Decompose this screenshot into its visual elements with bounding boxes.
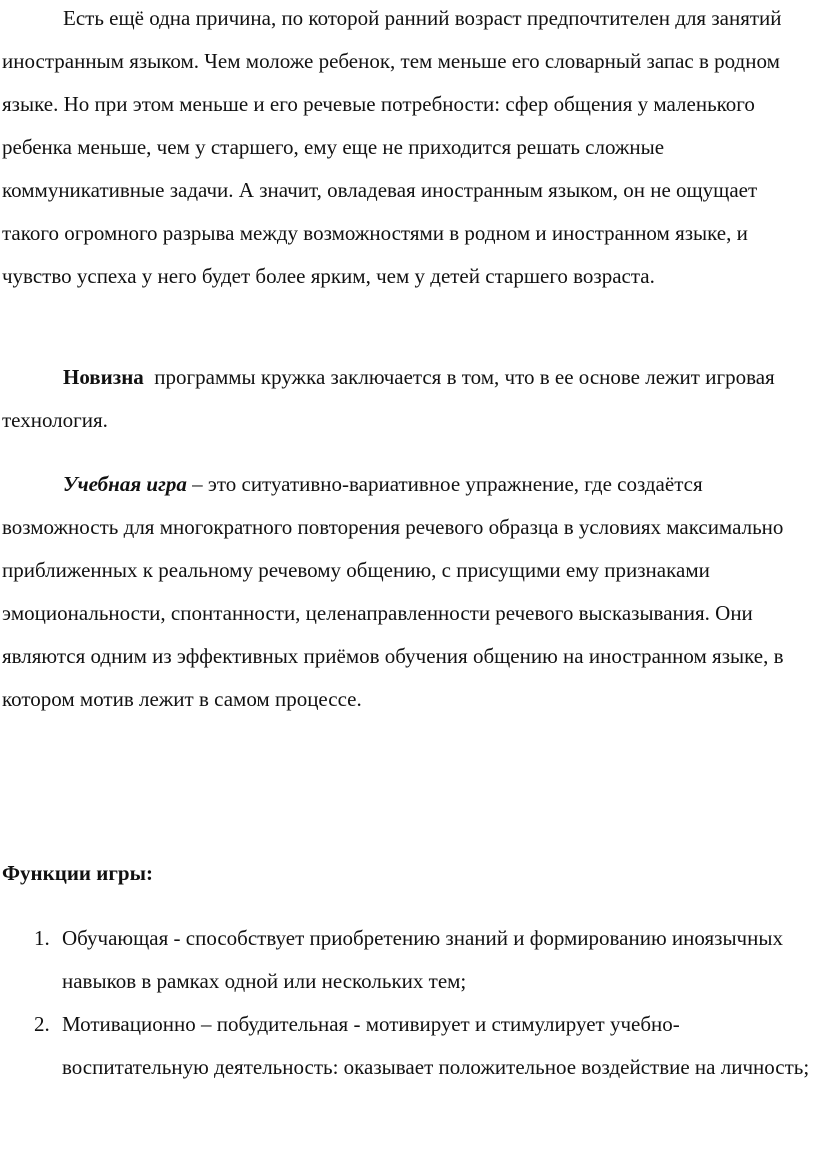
functions-heading: Функции игры: bbox=[2, 861, 153, 885]
novelty-term: Новизна bbox=[63, 365, 144, 389]
paragraph-text: Есть ещё одна причина, по которой ранний возраст предпочтителен для занятий иностранным языком. Чем моложе ребенок, тем меньше его словарный запас в родном языке. Но при этом меньше и его речевые потребности: сфер общения у маленького ребенка меньше, чем у старшего, ему еще не приходится решать сложные коммуникативные задачи. А значит, овладевая иностранным языком, он не ощущает такого огромного разрыва между возможностями в родном и иностранном языке, и чувство успеха у него будет более ярким, чем у детей старшего возраста. bbox=[2, 6, 782, 288]
paragraph-learning-game bbox=[2, 463, 802, 721]
paragraph-text: программы кружка заключается в том, что в ее основе лежит игровая технология. bbox=[2, 365, 780, 432]
list-item bbox=[0, 917, 810, 1003]
functions-list bbox=[0, 917, 810, 1089]
list-item bbox=[0, 1003, 810, 1089]
paragraph-novelty bbox=[2, 356, 802, 442]
list-item-number: 1. bbox=[34, 926, 50, 950]
learning-game-term: Учебная игра bbox=[63, 472, 187, 496]
list-item-number: 2. bbox=[34, 1012, 50, 1036]
list-item-text: Обучающая - способствует приобретению знаний и формированию иноязычных навыков в рамках одной или нескольких тем; bbox=[62, 926, 783, 993]
list-item-text: Мотивационно – побудительная - мотивирует и стимулирует учебно-воспитательную деятельность: оказывает положительное воздействие на личность; bbox=[62, 1012, 810, 1079]
paragraph-early-age bbox=[2, 0, 802, 298]
paragraph-text: – это ситуативно-вариативное упражнение, где создаётся возможность для многократного повторения речевого образца в условиях максимально приближенных к реальному речевому общению, с присущими ему признаками эмоциональности, спонтанности, целенаправленности речевого высказывания. Они являются одним из эффективных приёмов обучения общению на иностранном языке, в котором мотив лежит в самом процессе. bbox=[2, 472, 784, 711]
